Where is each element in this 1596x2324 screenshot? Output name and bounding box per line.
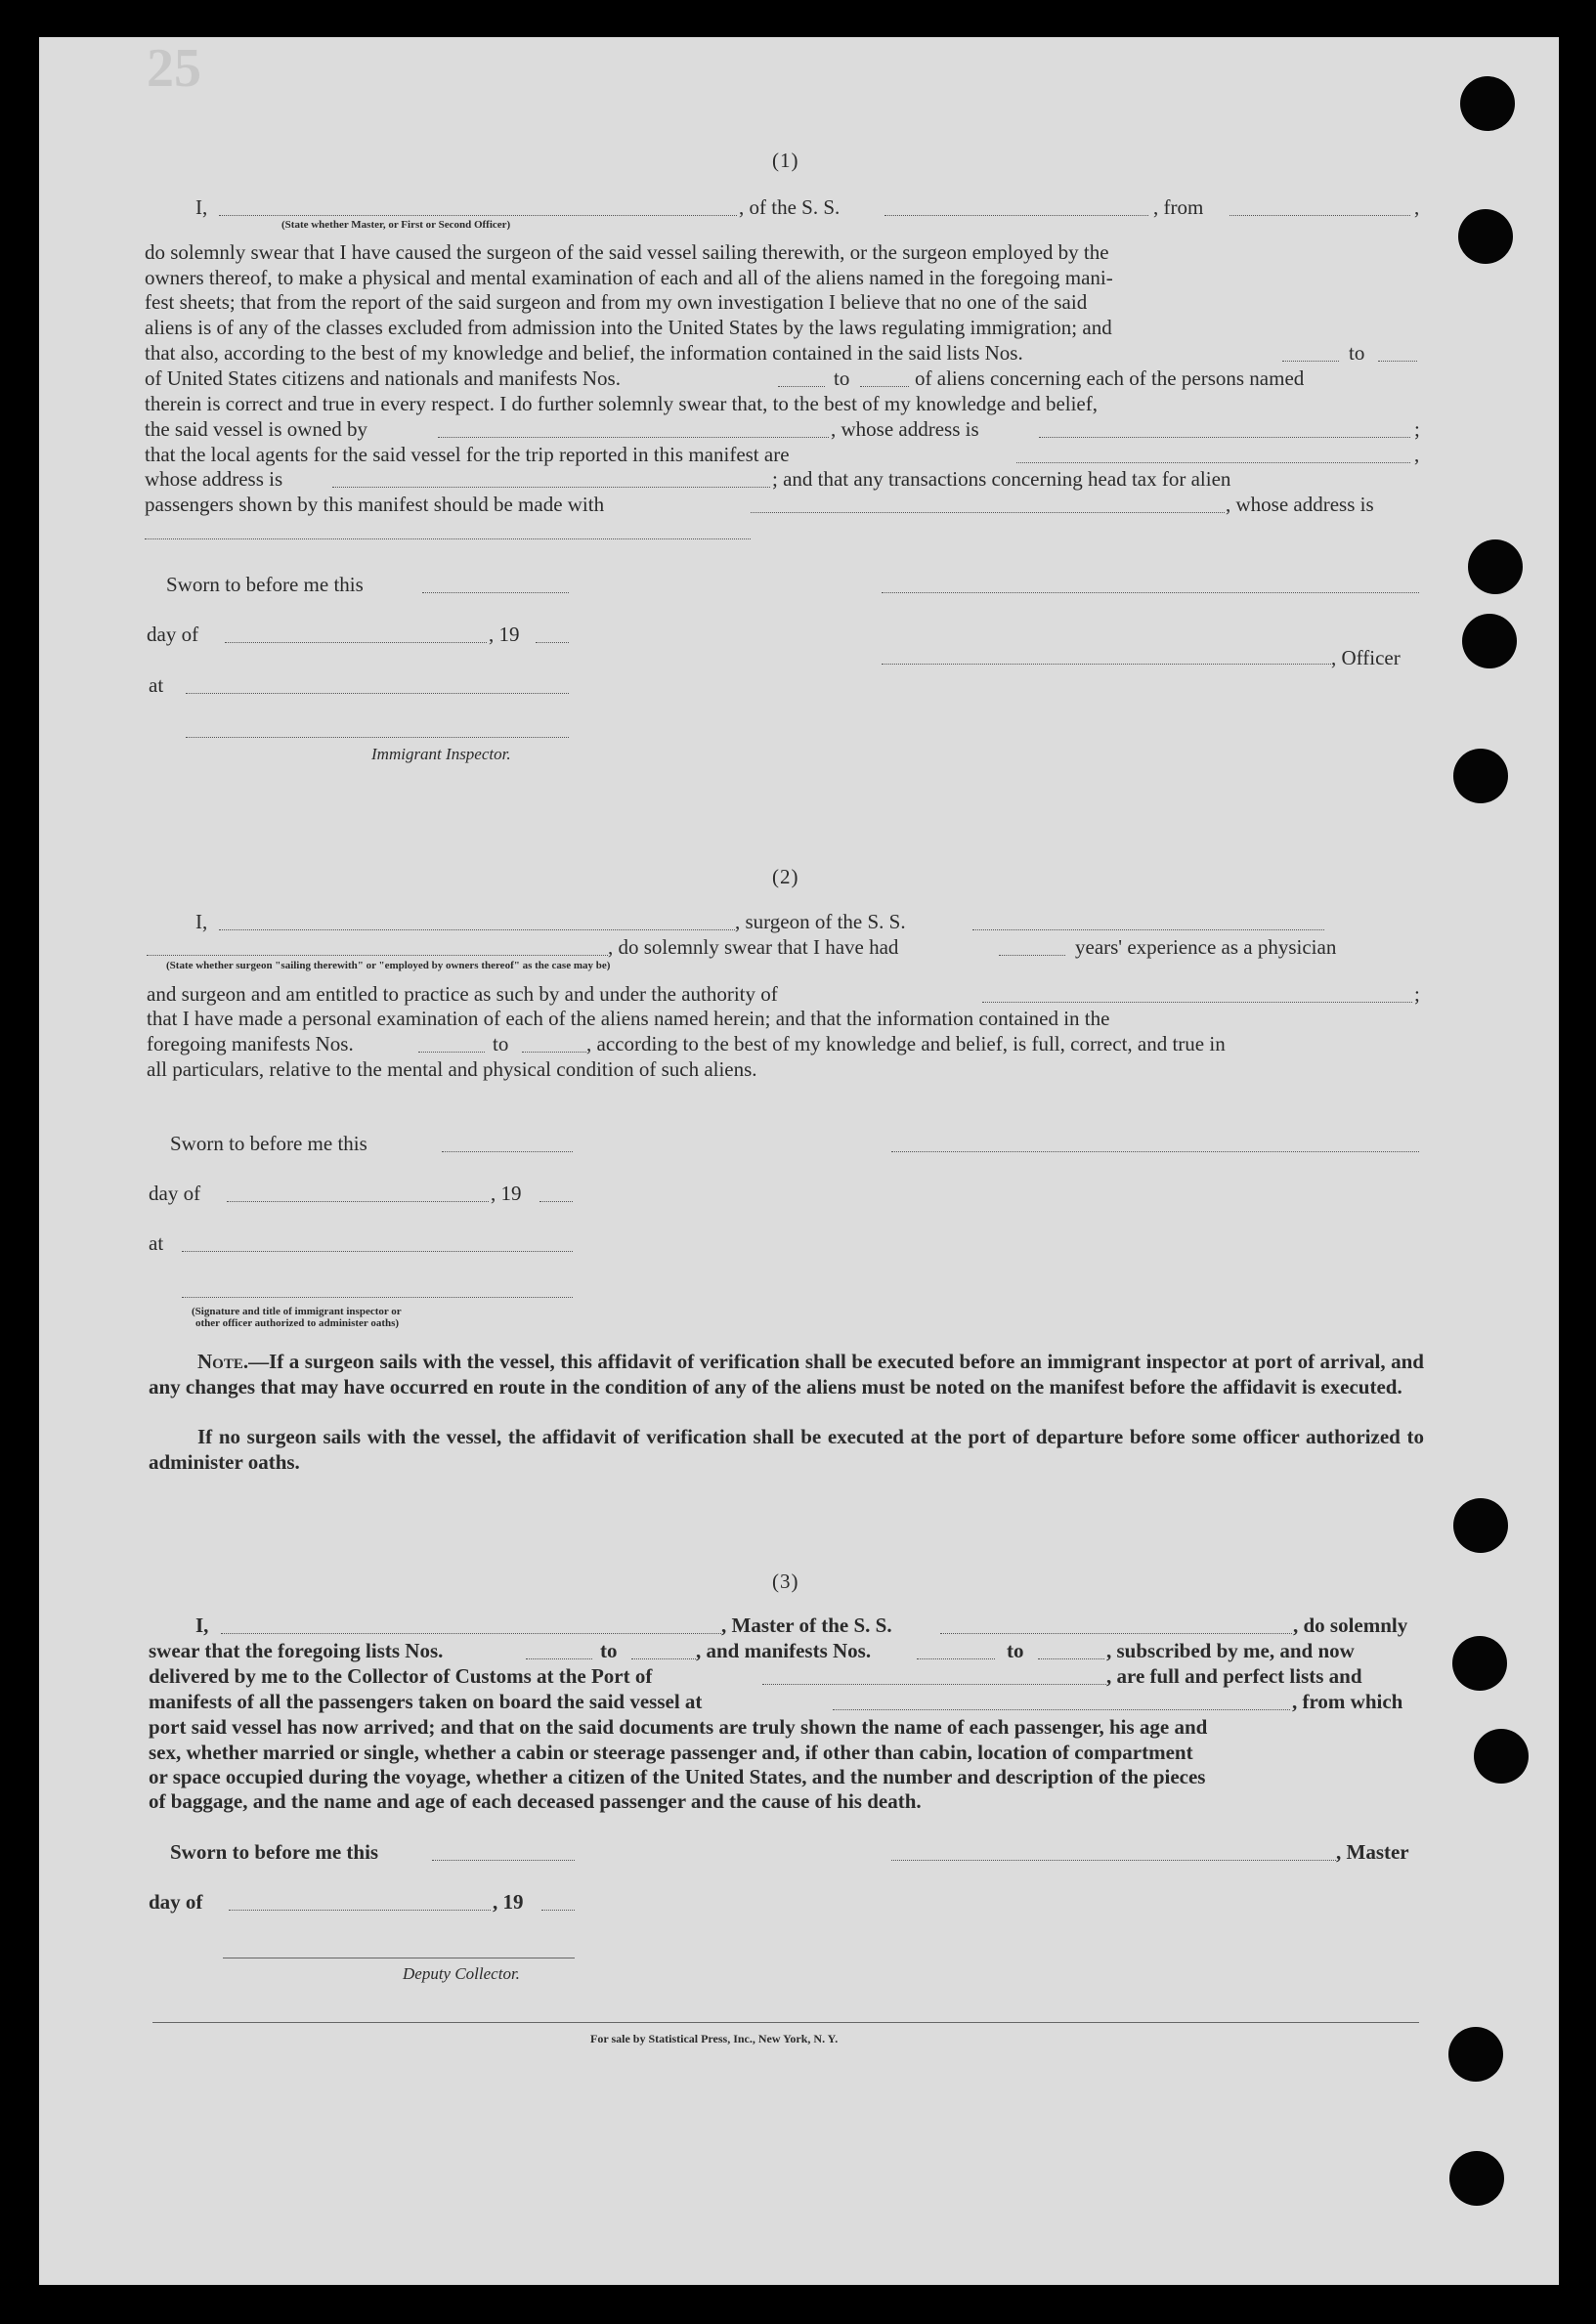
- footer-rule: [152, 2022, 1419, 2023]
- s2-signature-note: other officer authorized to administer oaths): [195, 1317, 400, 1329]
- s1-lists-to-line[interactable]: [1378, 361, 1417, 362]
- s2-semicolon: ;: [1414, 982, 1420, 1006]
- s3-to-2: to: [1007, 1639, 1024, 1662]
- section-3-heading: (3): [772, 1570, 799, 1593]
- s3-year-line[interactable]: [541, 1910, 575, 1911]
- s1-semicolon: ;: [1414, 417, 1420, 441]
- s3-day-line[interactable]: [229, 1910, 491, 1911]
- punch-hole: [1452, 1636, 1507, 1691]
- s3-line: manifests of all the passengers taken on board the said vessel at: [149, 1690, 703, 1713]
- s1-nineteen: , 19: [489, 623, 520, 646]
- s2-employment-line[interactable]: [147, 955, 608, 956]
- s1-head-tax: ; and that any transactions concerning head tax for alien: [772, 467, 1231, 491]
- s3-line: of baggage, and the name and age of each deceased passenger and the cause of his death.: [149, 1789, 922, 1813]
- s1-at: at: [149, 673, 164, 697]
- s2-day-of: day of: [149, 1182, 201, 1205]
- s3-line: swear that the foregoing lists Nos.: [149, 1639, 444, 1662]
- s1-lists-from-line[interactable]: [1282, 361, 1339, 362]
- s1-day-of: day of: [147, 623, 199, 646]
- s3-vessel-line[interactable]: [940, 1633, 1292, 1634]
- page-stamp-number: 25: [147, 38, 201, 99]
- s1-line: that the local agents for the said vessel for the trip reported in this manifest are: [145, 443, 790, 466]
- s2-to: to: [493, 1032, 509, 1055]
- s1-line: aliens is of any of the classes excluded from admission into the United States by the laws regulating immigration; and: [145, 316, 1112, 339]
- s3-line: , subscribed by me, and now: [1106, 1639, 1355, 1662]
- s1-of-aliens: of aliens concerning each of the persons named: [915, 366, 1305, 390]
- s2-signature-note: (Signature and title of immigrant inspector or: [192, 1306, 402, 1317]
- s3-line: , from which: [1292, 1690, 1403, 1713]
- s3-nineteen: , 19: [493, 1890, 524, 1914]
- s2-authority-line[interactable]: [982, 1002, 1412, 1003]
- s1-of-ss: , of the S. S.: [739, 195, 841, 219]
- s2-at: at: [149, 1231, 164, 1255]
- s2-vessel-line[interactable]: [972, 929, 1324, 930]
- s1-whose-address-end: , whose address is: [1226, 493, 1374, 516]
- s2-note-label: Note.: [197, 1350, 249, 1373]
- s3-line: , and manifests Nos.: [696, 1639, 872, 1662]
- s1-officer: , Officer: [1331, 646, 1401, 669]
- s3-master-name-line[interactable]: [221, 1633, 721, 1634]
- s1-comma: ,: [1414, 195, 1420, 219]
- s1-i: I,: [195, 195, 208, 219]
- s2-line: all particulars, relative to the mental and physical condition of such aliens.: [147, 1057, 757, 1081]
- punch-hole: [1474, 1729, 1529, 1784]
- s2-sworn: Sworn to before me this: [170, 1132, 367, 1155]
- s1-line: therein is correct and true in every respect. I do further solemnly swear that, to the best of my knowledge and belief,: [145, 392, 1098, 415]
- s1-to-2: to: [834, 366, 850, 390]
- punch-hole: [1449, 2151, 1504, 2206]
- s3-line: , are full and perfect lists and: [1106, 1664, 1362, 1688]
- s1-head-tax-line[interactable]: [751, 512, 1225, 513]
- s3-do-solemnly: , do solemnly: [1293, 1614, 1408, 1637]
- s1-officer-note: (State whether Master, or First or Second Officer): [281, 219, 511, 231]
- s2-line: that I have made a personal examination of each of the aliens named herein; and that the information contained in the: [147, 1007, 1110, 1030]
- s1-line: do solemnly swear that I have caused the surgeon of the said vessel sailing therewith, or the surgeon employed by the: [145, 240, 1109, 264]
- s2-surgeon-name-line[interactable]: [219, 929, 735, 930]
- s2-nineteen: , 19: [491, 1182, 522, 1205]
- s1-officer-line[interactable]: [882, 664, 1331, 665]
- s2-at-line[interactable]: [182, 1251, 573, 1252]
- s1-whose-address: , whose address is: [831, 417, 979, 441]
- s1-manifests-to-line[interactable]: [860, 386, 909, 387]
- s1-agents-address-line[interactable]: [332, 487, 770, 488]
- s2-signature-line[interactable]: [891, 1151, 1419, 1152]
- s2-manifests-from-line[interactable]: [418, 1052, 485, 1053]
- punch-hole: [1468, 539, 1523, 594]
- s3-manifests-to-line[interactable]: [1038, 1658, 1104, 1659]
- punch-hole: [1462, 614, 1517, 668]
- punch-hole: [1448, 2027, 1503, 2082]
- s2-sworn-line[interactable]: [442, 1151, 573, 1152]
- s2-employment-note: (State whether surgeon "sailing therewith" or "employed by owners thereof" as the case may be): [166, 960, 611, 971]
- s2-years-line[interactable]: [999, 955, 1065, 956]
- s3-master-signature-line[interactable]: [891, 1860, 1336, 1861]
- s3-i: I,: [195, 1614, 209, 1637]
- s1-owner-address-line[interactable]: [1039, 437, 1410, 438]
- punch-hole: [1460, 76, 1515, 131]
- s2-note-paragraph: [149, 1350, 1424, 1399]
- s1-year-line[interactable]: [536, 642, 569, 643]
- s1-address-continuation-line[interactable]: [145, 538, 751, 539]
- s3-master-of: , Master of the S. S.: [721, 1614, 892, 1637]
- s1-inspector-signature-line[interactable]: [186, 737, 569, 738]
- footer-imprint: For sale by Statistical Press, Inc., New York, N. Y.: [590, 2032, 839, 2045]
- s1-day-line[interactable]: [225, 642, 487, 643]
- s2-swear: , do solemnly swear that I have had: [608, 935, 899, 959]
- s3-day-of: day of: [149, 1890, 203, 1914]
- s1-line: passengers shown by this manifest should be made with: [145, 493, 605, 516]
- s1-inspector: Immigrant Inspector.: [371, 745, 511, 763]
- s1-at-line[interactable]: [186, 693, 569, 694]
- s1-sworn-line[interactable]: [422, 592, 569, 593]
- s1-manifests-from-line[interactable]: [778, 386, 825, 387]
- s3-embark-line[interactable]: [833, 1709, 1290, 1710]
- section-1-heading: (1): [772, 149, 799, 172]
- s2-line: foregoing manifests Nos.: [147, 1032, 354, 1055]
- s2-note-paragraph-2: If no surgeon sails with the vessel, the affidavit of verification shall be executed at the port of departure before some officer authorized to administer oaths.: [149, 1425, 1424, 1474]
- s2-day-line[interactable]: [227, 1201, 489, 1202]
- s1-line: fest sheets; that from the report of the said surgeon and from my own investigation I believe that no one of the said: [145, 290, 1088, 314]
- s2-year-line[interactable]: [539, 1201, 573, 1202]
- s2-surgeon-of: , surgeon of the S. S.: [735, 910, 906, 933]
- s2-line: and surgeon and am entitled to practice as such by and under the authority of: [147, 982, 778, 1006]
- s3-line: or space occupied during the voyage, whether a citizen of the United States, and the number and description of the pieces: [149, 1765, 1206, 1788]
- s3-line: sex, whether married or single, whether a cabin or steerage passenger and, if other than cabin, location of compartment: [149, 1741, 1193, 1764]
- s3-line: port said vessel has now arrived; and that on the said documents are truly shown the name of each passenger, his age and: [149, 1715, 1208, 1739]
- s3-to: to: [600, 1639, 618, 1662]
- s2-inspector-signature-line[interactable]: [182, 1297, 573, 1298]
- s2-i: I,: [195, 910, 208, 933]
- s1-from-line[interactable]: [1229, 215, 1410, 216]
- s1-from: , from: [1153, 195, 1204, 219]
- punch-hole: [1458, 209, 1513, 264]
- s3-deputy: Deputy Collector.: [403, 1964, 520, 1983]
- s1-agents-line[interactable]: [1016, 462, 1410, 463]
- s1-sworn: Sworn to before me this: [166, 573, 364, 596]
- s1-line: whose address is: [145, 467, 283, 491]
- s2-note-text: —If a surgeon sails with the vessel, this affidavit of verification shall be executed before an immigrant inspector at port of arrival, and any changes that may have occurred en route in the condition of any of the aliens must be noted on the manifest before the affidavit is executed.: [149, 1350, 1424, 1399]
- s1-officer-name-line[interactable]: [219, 215, 737, 216]
- s3-sworn: Sworn to before me this: [170, 1840, 379, 1864]
- s3-line: delivered by me to the Collector of Customs at the Port of: [149, 1664, 653, 1688]
- s3-port-line[interactable]: [762, 1684, 1106, 1685]
- s1-to: to: [1349, 341, 1365, 365]
- s2-manifests-to-line[interactable]: [522, 1052, 586, 1053]
- s3-lists-from-line[interactable]: [526, 1658, 592, 1659]
- s1-signature-line[interactable]: [882, 592, 1419, 593]
- s1-line: of United States citizens and nationals and manifests Nos.: [145, 366, 621, 390]
- s3-manifests-from-line[interactable]: [917, 1658, 995, 1659]
- s3-master: , Master: [1336, 1840, 1409, 1864]
- s1-line: the said vessel is owned by: [145, 417, 368, 441]
- s2-line: , according to the best of my knowledge and belief, is full, correct, and true in: [586, 1032, 1226, 1055]
- s3-sworn-line[interactable]: [432, 1860, 575, 1861]
- s2-years: years' experience as a physician: [1075, 935, 1337, 959]
- s1-vessel-line[interactable]: [884, 215, 1148, 216]
- s1-owner-line[interactable]: [438, 437, 829, 438]
- section-2-heading: (2): [772, 865, 799, 888]
- punch-hole: [1453, 1498, 1508, 1553]
- s3-lists-to-line[interactable]: [631, 1658, 696, 1659]
- s1-line: that also, according to the best of my knowledge and belief, the information contained in the said lists Nos.: [145, 341, 1023, 365]
- s1-line: owners thereof, to make a physical and mental examination of each and all of the aliens named in the foregoing mani-: [145, 266, 1113, 289]
- punch-hole: [1453, 749, 1508, 803]
- s1-comma-2: ,: [1414, 443, 1420, 466]
